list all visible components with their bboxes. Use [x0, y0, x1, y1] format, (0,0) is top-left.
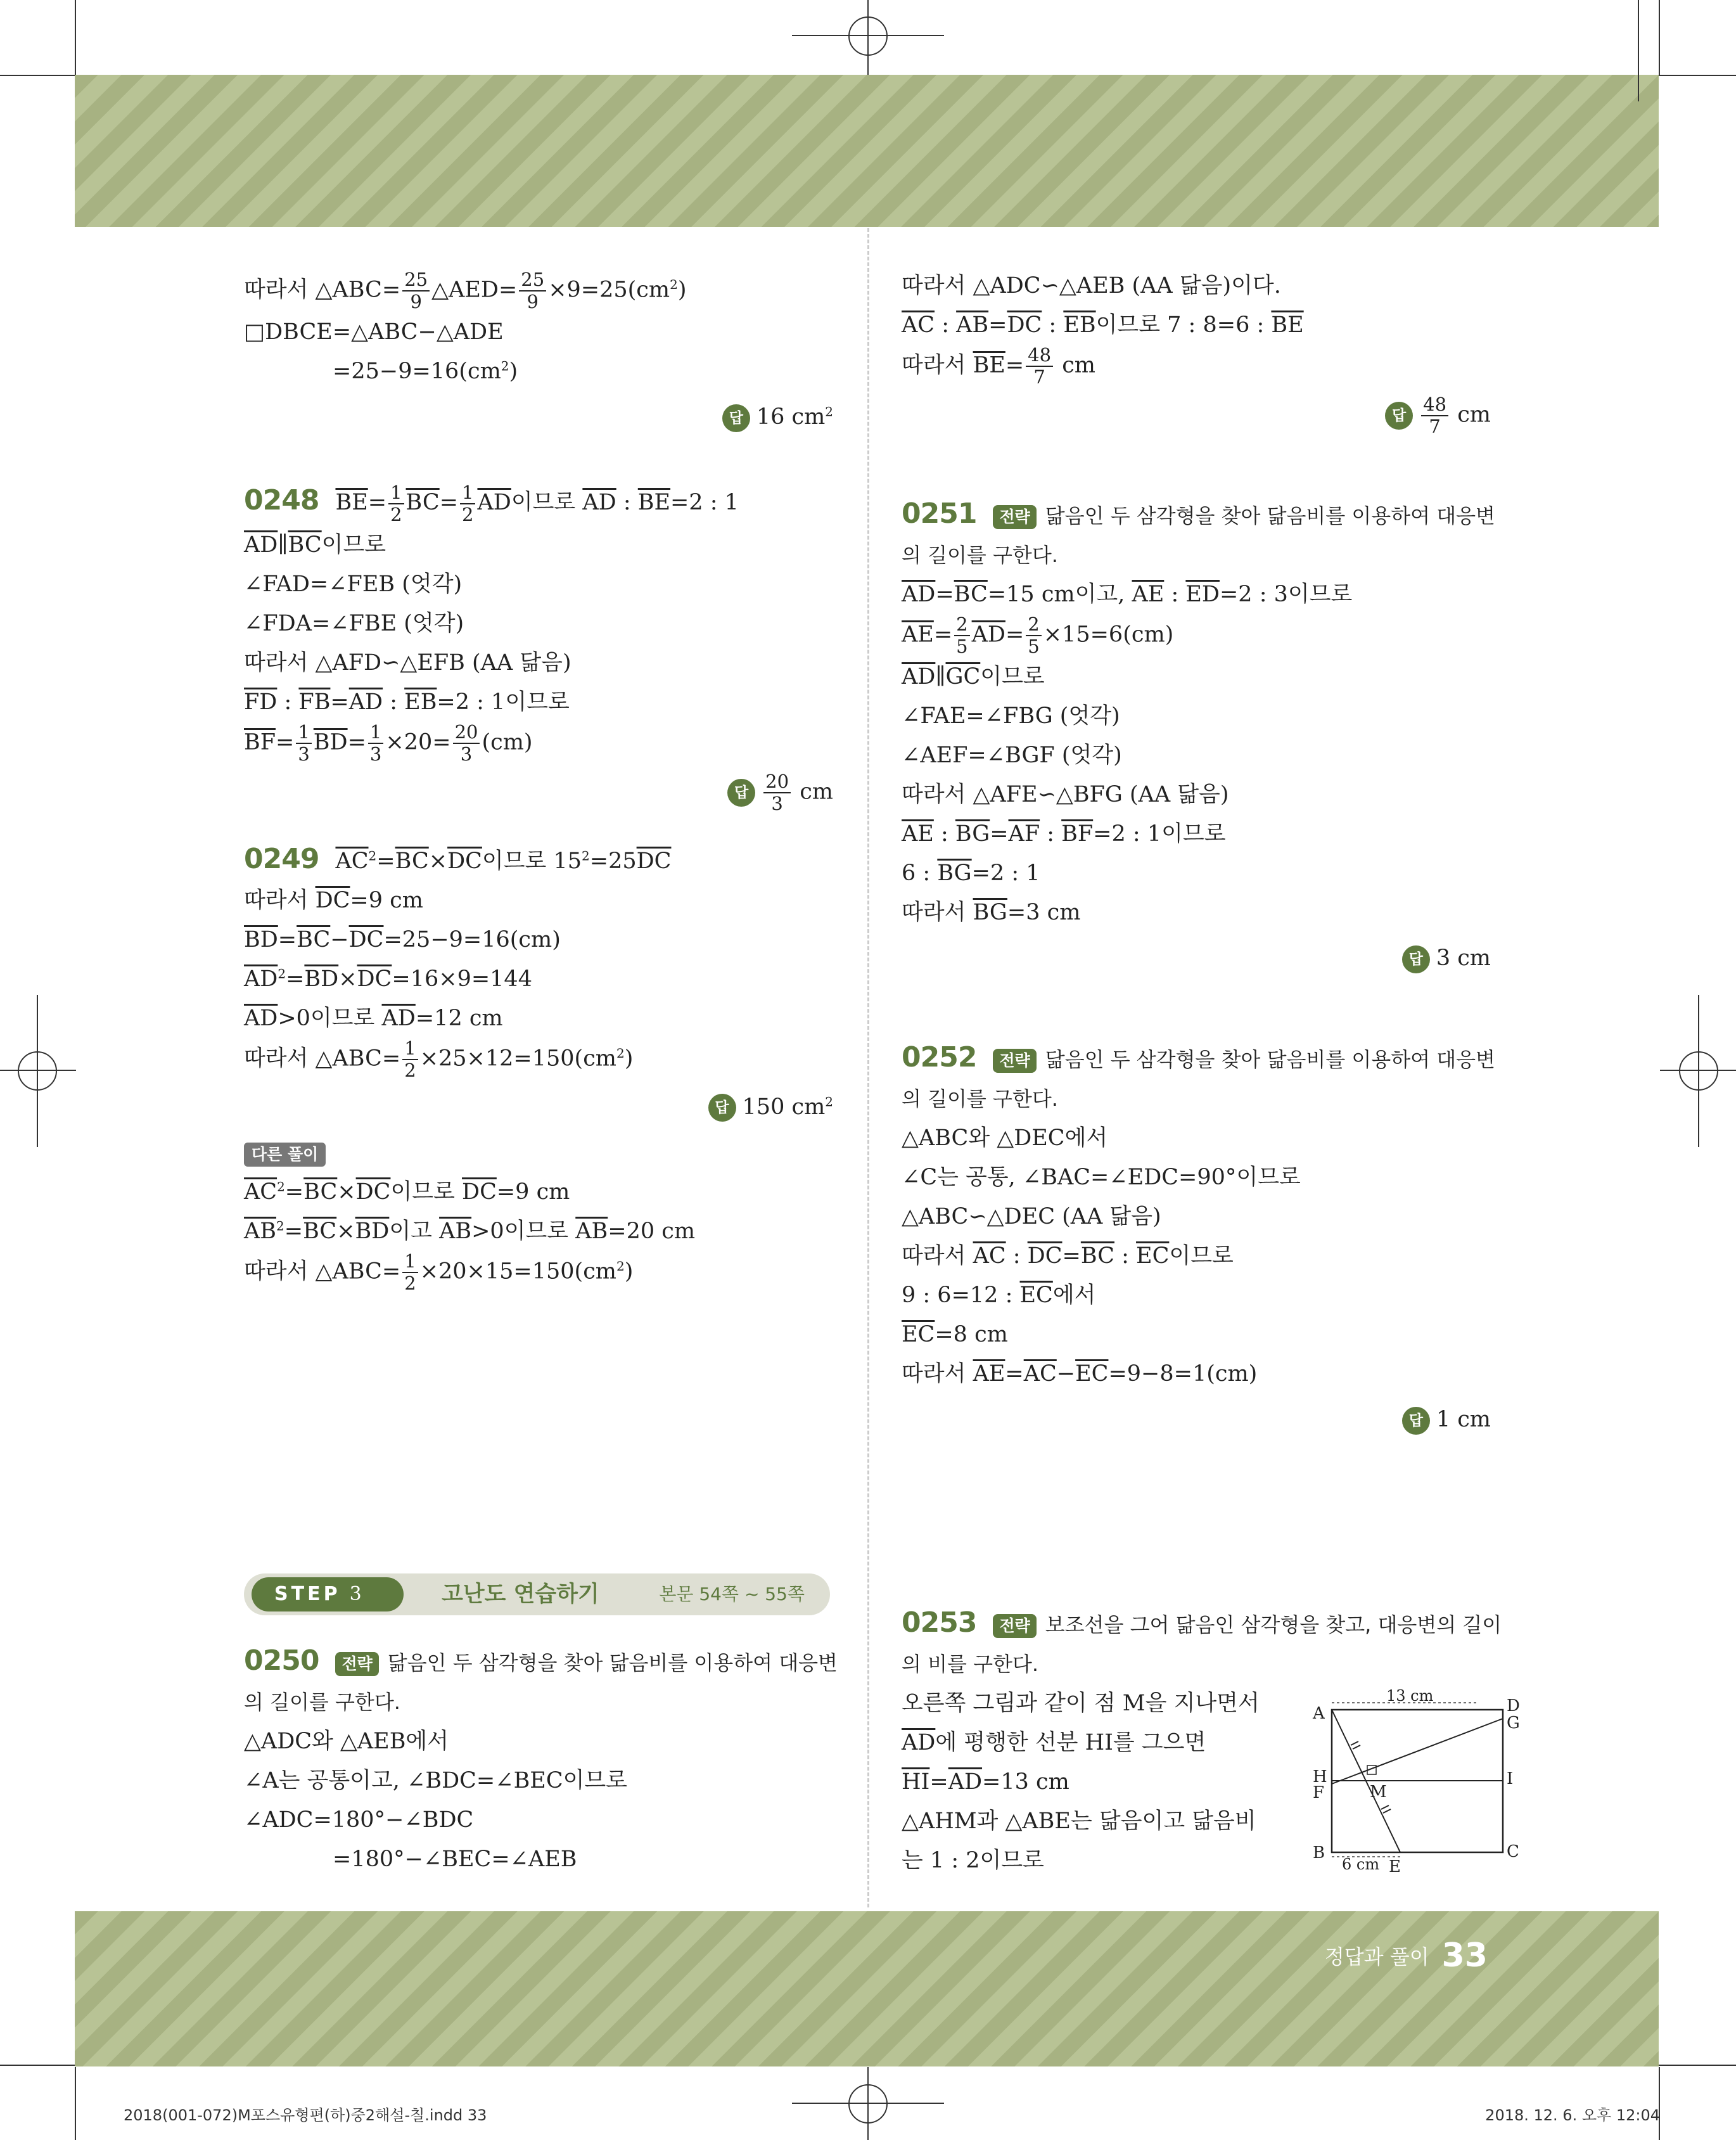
line: $\overline{AE}=$ $\frac{2}{5}$ $\overline{AD}=$ $\frac{2}{5}$ ×15=6(cm) [902, 613, 1174, 657]
fraction: $\frac{1}{2}$ [388, 482, 404, 525]
registration-mark [848, 2084, 888, 2124]
line: =180°−∠BEC=∠AEB [333, 1847, 577, 1872]
line: 따라서 △ADC∽△AEB (AA 닮음)이다. [902, 273, 1281, 298]
line: $\overline{BF}=$ $\frac{1}{3}$ $\overline{BD}=$ $\frac{1}{3}$ ×20= $\frac{20}{3}$ (cm) [244, 721, 533, 765]
registration-mark [1679, 1051, 1718, 1091]
answer-badge-icon: 답 [727, 779, 755, 807]
line: $\overline{AD}>0$이므로 $\overline{AD}=12$ cm [244, 1005, 503, 1031]
label-f: F [1313, 1783, 1325, 1802]
line: ∠C는 공통, ∠BAC=∠EDC=90°이므로 [902, 1165, 1301, 1190]
fraction: $\frac{20}{3}$ [453, 722, 480, 765]
page-number [1325, 1937, 1488, 1975]
answer: 답 3 cm [902, 939, 1491, 978]
label-g: G [1507, 1714, 1520, 1733]
line: △ADC와 △AEB에서 [244, 1729, 449, 1754]
label-13cm: 13 cm [1386, 1687, 1434, 1705]
line: 따라서 $\overline{BE}=$ $\frac{48}{7}$ cm [902, 344, 1095, 388]
line: □DBCE=△ABC−△ADE [244, 319, 504, 345]
line: $\overline{AC}$ : $\overline{AB}=\overline{DC}$ : $\overline{EB}$이므로 7 : 8=6 : $\overline{BE}$ [902, 312, 1304, 338]
line: 는 1 : 2이므로 [902, 1848, 1044, 1873]
crop-mark [1659, 2065, 1736, 2066]
fraction: $\frac{25}{9}$ [519, 269, 546, 312]
problem-0250 [244, 1641, 838, 1879]
answer-badge-icon: 답 [1402, 945, 1430, 973]
top-decor-band [75, 75, 1659, 227]
line: 따라서 △AFE∽△BFG (AA 닮음) [902, 782, 1229, 807]
line: $=25-9=16(cm^2)$ [333, 358, 518, 384]
line: 따라서 △ABC= $\frac{1}{2}$ $\times 20\times 15=150(cm^2)$ [244, 1250, 634, 1294]
fraction: $\frac{1}{3}$ [368, 722, 383, 765]
label-b: B [1313, 1843, 1325, 1862]
label-a: A [1313, 1704, 1325, 1723]
answer: 답 150 $cm^2$ [244, 1087, 833, 1127]
line: 9 : 6=12 : $\overline{EC}$에서 [902, 1283, 1096, 1308]
registration-mark [848, 16, 888, 56]
crop-mark [1659, 0, 1660, 75]
line: △AHM과 △ABE는 닮음이고 닮음비 [902, 1809, 1256, 1834]
rectangle-figure [1305, 1679, 1520, 1876]
registration-mark [18, 1051, 57, 1091]
line: 따라서 △AFD∽△EFB (AA 닮음) [244, 650, 571, 676]
line: $\overline{AD}^2=\overline{BD}\times\overline{DC}=16\times 9=144$ [244, 965, 532, 992]
line: 의 비를 구한다. [902, 1652, 1038, 1676]
label-m: M [1370, 1783, 1387, 1802]
step-pill: STEP 3 [252, 1577, 404, 1611]
problem-0249-header: 0249 $\overline{AC}^2=\overline{BC}\times\overline{DC}$이므로 $15^2=25\overline{DC}$ [244, 842, 672, 875]
problem-0253-header: 0253 전략 보조선을 그어 닮음인 삼각형을 찾고, 대응변의 길이 [902, 1606, 1502, 1639]
crop-mark [0, 75, 75, 76]
line: ∠ADC=180°−∠BDC [244, 1807, 474, 1833]
line: $\overline{AC}^2=\overline{BC}\times\overline{DC}$이므로 $\overline{DC}=9$ cm [244, 1178, 570, 1205]
line: 따라서 $\overline{AC}$ : $\overline{DC}=\overline{BC}$ : $\overline{EC}$이므로 [902, 1243, 1234, 1269]
answer-badge-icon: 답 [1402, 1407, 1430, 1435]
line: △ABC∽△DEC (AA 닮음) [902, 1204, 1161, 1229]
line: $\overline{AB}^2=\overline{BC}\times\overline{BD}$이고 $\overline{AB}>0$이므로 $\overline{AB}=20$ cm [244, 1217, 696, 1244]
line: $\overline{AD}=\overline{BC}=15$ cm이고, $\overline{AE}$ : $\overline{ED}=2$ : 3이므로 [902, 582, 1353, 607]
fraction: $\frac{2}{5}$ [1026, 614, 1041, 657]
answer: 답 $\frac{20}{3}$ cm [244, 771, 833, 814]
problem-0248-header: 0248 $\overline{BE}=$ $\frac{1}{2}$ $\overline{BC}=$ $\frac{1}{2}$ $\overline{AD}$이므로 $\overline{AD}$ : $\overline{BE}=2$ : 1 [244, 481, 739, 525]
slug-date: 2018. 12. 6. 오후 12:04 [1485, 2106, 1660, 2124]
line: 따라서 $\overline{AE}=\overline{AC}-\overline{EC}=9-8=1(cm)$ [902, 1361, 1258, 1387]
answer: 답 1 cm [902, 1400, 1491, 1439]
line: 따라서 △ABC= $\frac{1}{2}$ $\times 25\times 12=150(cm^2)$ [244, 1037, 634, 1081]
line: ∠FAD=∠FEB (엇각) [244, 571, 463, 597]
line: 오른쪽 그림과 같이 점 M을 지나면서 [902, 1691, 1260, 1716]
line: $\overline{BD}=\overline{BC}-\overline{DC}=25-9=16(cm)$ [244, 926, 561, 952]
line: $\overline{AD}$에 평행한 선분 HI를 그으면 [902, 1730, 1206, 1755]
fraction: $\frac{20}{3}$ [763, 771, 791, 814]
bottom-decor-band [75, 1911, 1659, 2066]
step-page-ref: 본문 54쪽 ~ 55쪽 [659, 1584, 805, 1605]
line: $\overline{EC}=8$ cm [902, 1322, 1008, 1347]
line: 의 길이를 구한다. [244, 1690, 400, 1714]
line: $\overline{FD}$ : $\overline{FB}=\overline{AD}$ : $\overline{EB}=2$ : 1이므로 [244, 689, 570, 715]
answer: 답 $\frac{48}{7}$ cm [902, 394, 1491, 437]
line: $\overline{AE}$ : $\overline{BG}=\overline{AF}$ : $\overline{BF}=2$ : 1이므로 [902, 821, 1226, 847]
line: △ABC와 △DEC에서 [902, 1125, 1108, 1151]
crop-mark [0, 2065, 75, 2066]
label-h: H [1313, 1767, 1327, 1786]
fraction: $\frac{48}{7}$ [1421, 394, 1448, 437]
fraction: $\frac{48}{7}$ [1026, 345, 1053, 388]
line: 따라서 △ABC= $\frac{25}{9}$ △AED= $\frac{25}{9}$ $\times 9=25(cm^2)$ [244, 269, 687, 312]
line: ∠FAE=∠FBG (엇각) [902, 703, 1120, 729]
crop-mark [1638, 0, 1639, 101]
line: $\overline{AD}\parallel\overline{BC}$이므로 [244, 532, 386, 558]
answer-badge-icon: 답 [722, 404, 750, 432]
line: 따라서 $\overline{BG}=3$ cm [902, 900, 1081, 925]
step-title: 고난도 연습하기 [442, 1582, 599, 1607]
fraction: $\frac{1}{2}$ [402, 1038, 418, 1081]
problem-0252-header: 0252 전략 닮음인 두 삼각형을 찾아 닮음비를 이용하여 대응변 [902, 1041, 1495, 1073]
crop-mark [1659, 75, 1736, 76]
line: ∠AEF=∠BGF (엇각) [902, 743, 1122, 768]
line: $\overline{HI}=\overline{AD}=13$ cm [902, 1769, 1069, 1795]
crop-mark [75, 2067, 76, 2140]
fraction: $\frac{25}{9}$ [402, 269, 430, 312]
fraction: $\frac{1}{2}$ [460, 482, 475, 525]
label-i: I [1507, 1769, 1514, 1788]
line: 6 : $\overline{BG}=2$ : 1 [902, 861, 1040, 886]
step-header [244, 1573, 830, 1615]
label-e: E [1389, 1857, 1401, 1876]
answer-badge-icon: 답 [708, 1094, 736, 1122]
fraction: $\frac{1}{3}$ [296, 722, 311, 765]
answer-badge-icon: 답 [1385, 402, 1413, 430]
slug-file: 2018(001-072)M포스유형편(하)중2해설-칠.indd 33 [124, 2106, 487, 2124]
line: ∠A는 공통이고, ∠BDC=∠BEC이므로 [244, 1768, 628, 1793]
line: 의 길이를 구한다. [902, 543, 1058, 567]
line: $\overline{AD}\parallel\overline{GC}$이므로 [902, 664, 1045, 689]
left-column [244, 269, 833, 1294]
fraction: $\frac{2}{5}$ [954, 614, 969, 657]
line: 의 길이를 구한다. [902, 1087, 1058, 1111]
label-6cm: 6 cm [1342, 1855, 1380, 1873]
line: 따라서 $\overline{DC}=9$ cm [244, 887, 423, 913]
label-c: C [1507, 1842, 1519, 1861]
alt-solution-label: 다른 풀이 [244, 1133, 833, 1172]
label-d: D [1507, 1696, 1520, 1715]
column-divider [867, 228, 869, 1907]
problem-0250-header: 0250 전략 닮음인 두 삼각형을 찾아 닮음비를 이용하여 대응변 [244, 1644, 838, 1677]
line: ∠FDA=∠FBE (엇각) [244, 610, 464, 636]
crop-mark [75, 0, 76, 75]
problem-0251-header: 0251 전략 닮음인 두 삼각형을 찾아 닮음비를 이용하여 대응변 [902, 497, 1495, 530]
fraction: $\frac{1}{2}$ [402, 1251, 418, 1294]
section-label: 정답과 풀이 [1324, 1945, 1429, 1969]
page-number-value: 33 [1441, 1937, 1488, 1975]
right-column [902, 266, 1495, 1445]
answer: 답 16 $cm^2$ [244, 397, 833, 437]
